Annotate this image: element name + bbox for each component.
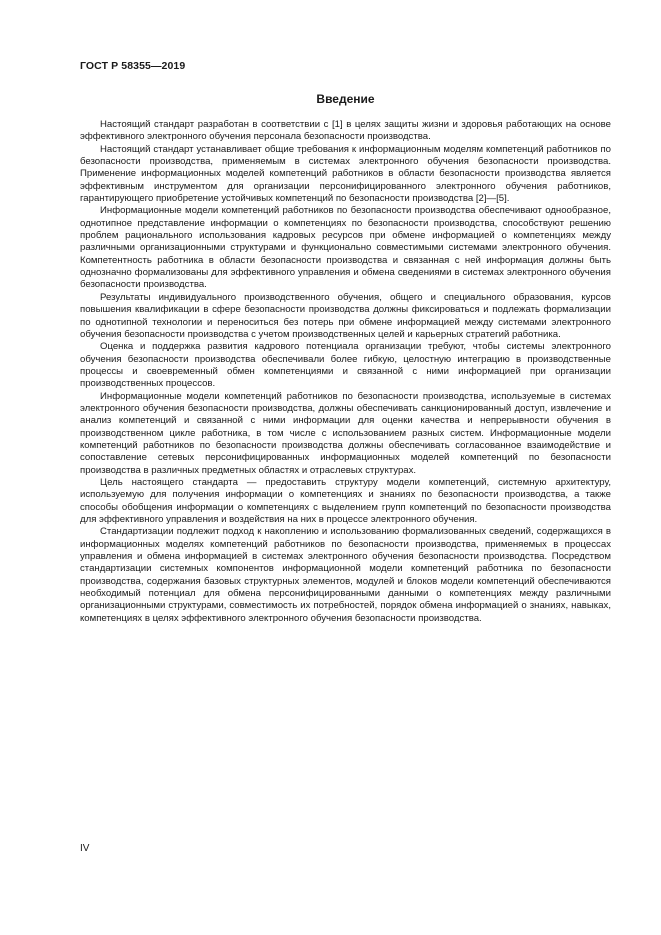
paragraph-4: Результаты индивидуального производственного обучения, общего и специального образования, курсов повышения квалификации в сфере безопасности производства должны фиксироваться и подлежать формализации по однотипной технологии и переноситься без потерь при обмене информацией между системами электронного обучения безопасности производства с учетом производственных целей и карьерных стратегий работника. (80, 291, 611, 340)
introduction-body (80, 119, 611, 625)
standard-designation: ГОСТ Р 58355—2019 (80, 60, 186, 72)
section-title: Введение (316, 92, 375, 106)
paragraph-2: Настоящий стандарт устанавливает общие требования к информационным моделям компетенций работников по безопасности производства, применяемым в системах электронного обучения безопасности производства. Применение информационных моделей компетенций работников в области безопасности производства является эффективным инструментом для организации персонифицированного электронного обучения работников, гарантирующего приобретение устойчивых компетенций по безопасности производства [2]—[5]. (80, 143, 611, 205)
page-number: IV (80, 843, 90, 854)
paragraph-6: Информационные модели компетенций работников по безопасности производства, используемые в системах электронного обучения безопасности производства, должны обеспечивать санкционированный доступ, извлечение и анализ компетенций и связанной с ними информации для оценки качества и непрерывности обучения в производственном цикле работника, в том числе с использованием разных систем. Информационные модели компетенций работников по безопасности производства должны обеспечивать согласованное взаимодействие и сопоставление сетевых персонифицированных информационных моделей компетенций по безопасности производства в различных предметных областях и отраслевых структурах. (80, 390, 611, 476)
paragraph-3: Информационные модели компетенций работников по безопасности производства обеспечивают однообразное, однотипное представление информации о компетенциях по безопасности производства, способствуют решению проблем рационального использования кадровых ресурсов при обмене информацией о компетенциях между различными организационными структурами и функционально совместимыми системами электронного обучения. Компетентность работника в области безопасности производства и связанная с ней информация должны быть однозначно формализованы для эффективного управления и обмена сведениями в системах электронного обучения безопасности производства. (80, 205, 611, 291)
paragraph-1: Настоящий стандарт разработан в соответствии с [1] в целях защиты жизни и здоровья работающих на основе эффективного электронного обучения персонала безопасности производства. (80, 119, 611, 143)
paragraph-5: Оценка и поддержка развития кадрового потенциала организации требуют, чтобы системы электронного обучения безопасности производства обеспечивали более гибкую, целостную интеграцию в производственные процессы и своевременный обмен компетенциями и связанной с ними информацией при организации производственных процессов. (80, 341, 611, 390)
paragraph-7: Цель настоящего стандарта — предоставить структуру модели компетенций, системную архитектуру, используемую для получения информации о компетенциях и знаниях по безопасности производства, а также способы обобщения информации о компетенциях с выделением групп компетенций по безопасности производства для эффективного управления и воздействия на них в процессе электронного обучения. (80, 476, 611, 525)
paragraph-8: Стандартизации подлежит подход к накоплению и использованию формализованных сведений, содержащихся в информационных моделях компетенций работников по безопасности производства, применяемых в процессах управления и обмена информацией в системах электронного обучения безопасности производства. Посредством стандартизации системных компонентов информационной модели компетенций работника по безопасности производства, содержания базовых структурных элементов, модулей и блоков модели компетенций обеспечиваются необходимый потенциал для обмена персонифицированными данными о компетенциях между различными организационными структурами, совместимость их потребностей, порядок обмена информацией о знаниях, навыках, компетенциях в целях эффективного электронного обучения безопасности производства. (80, 526, 611, 624)
